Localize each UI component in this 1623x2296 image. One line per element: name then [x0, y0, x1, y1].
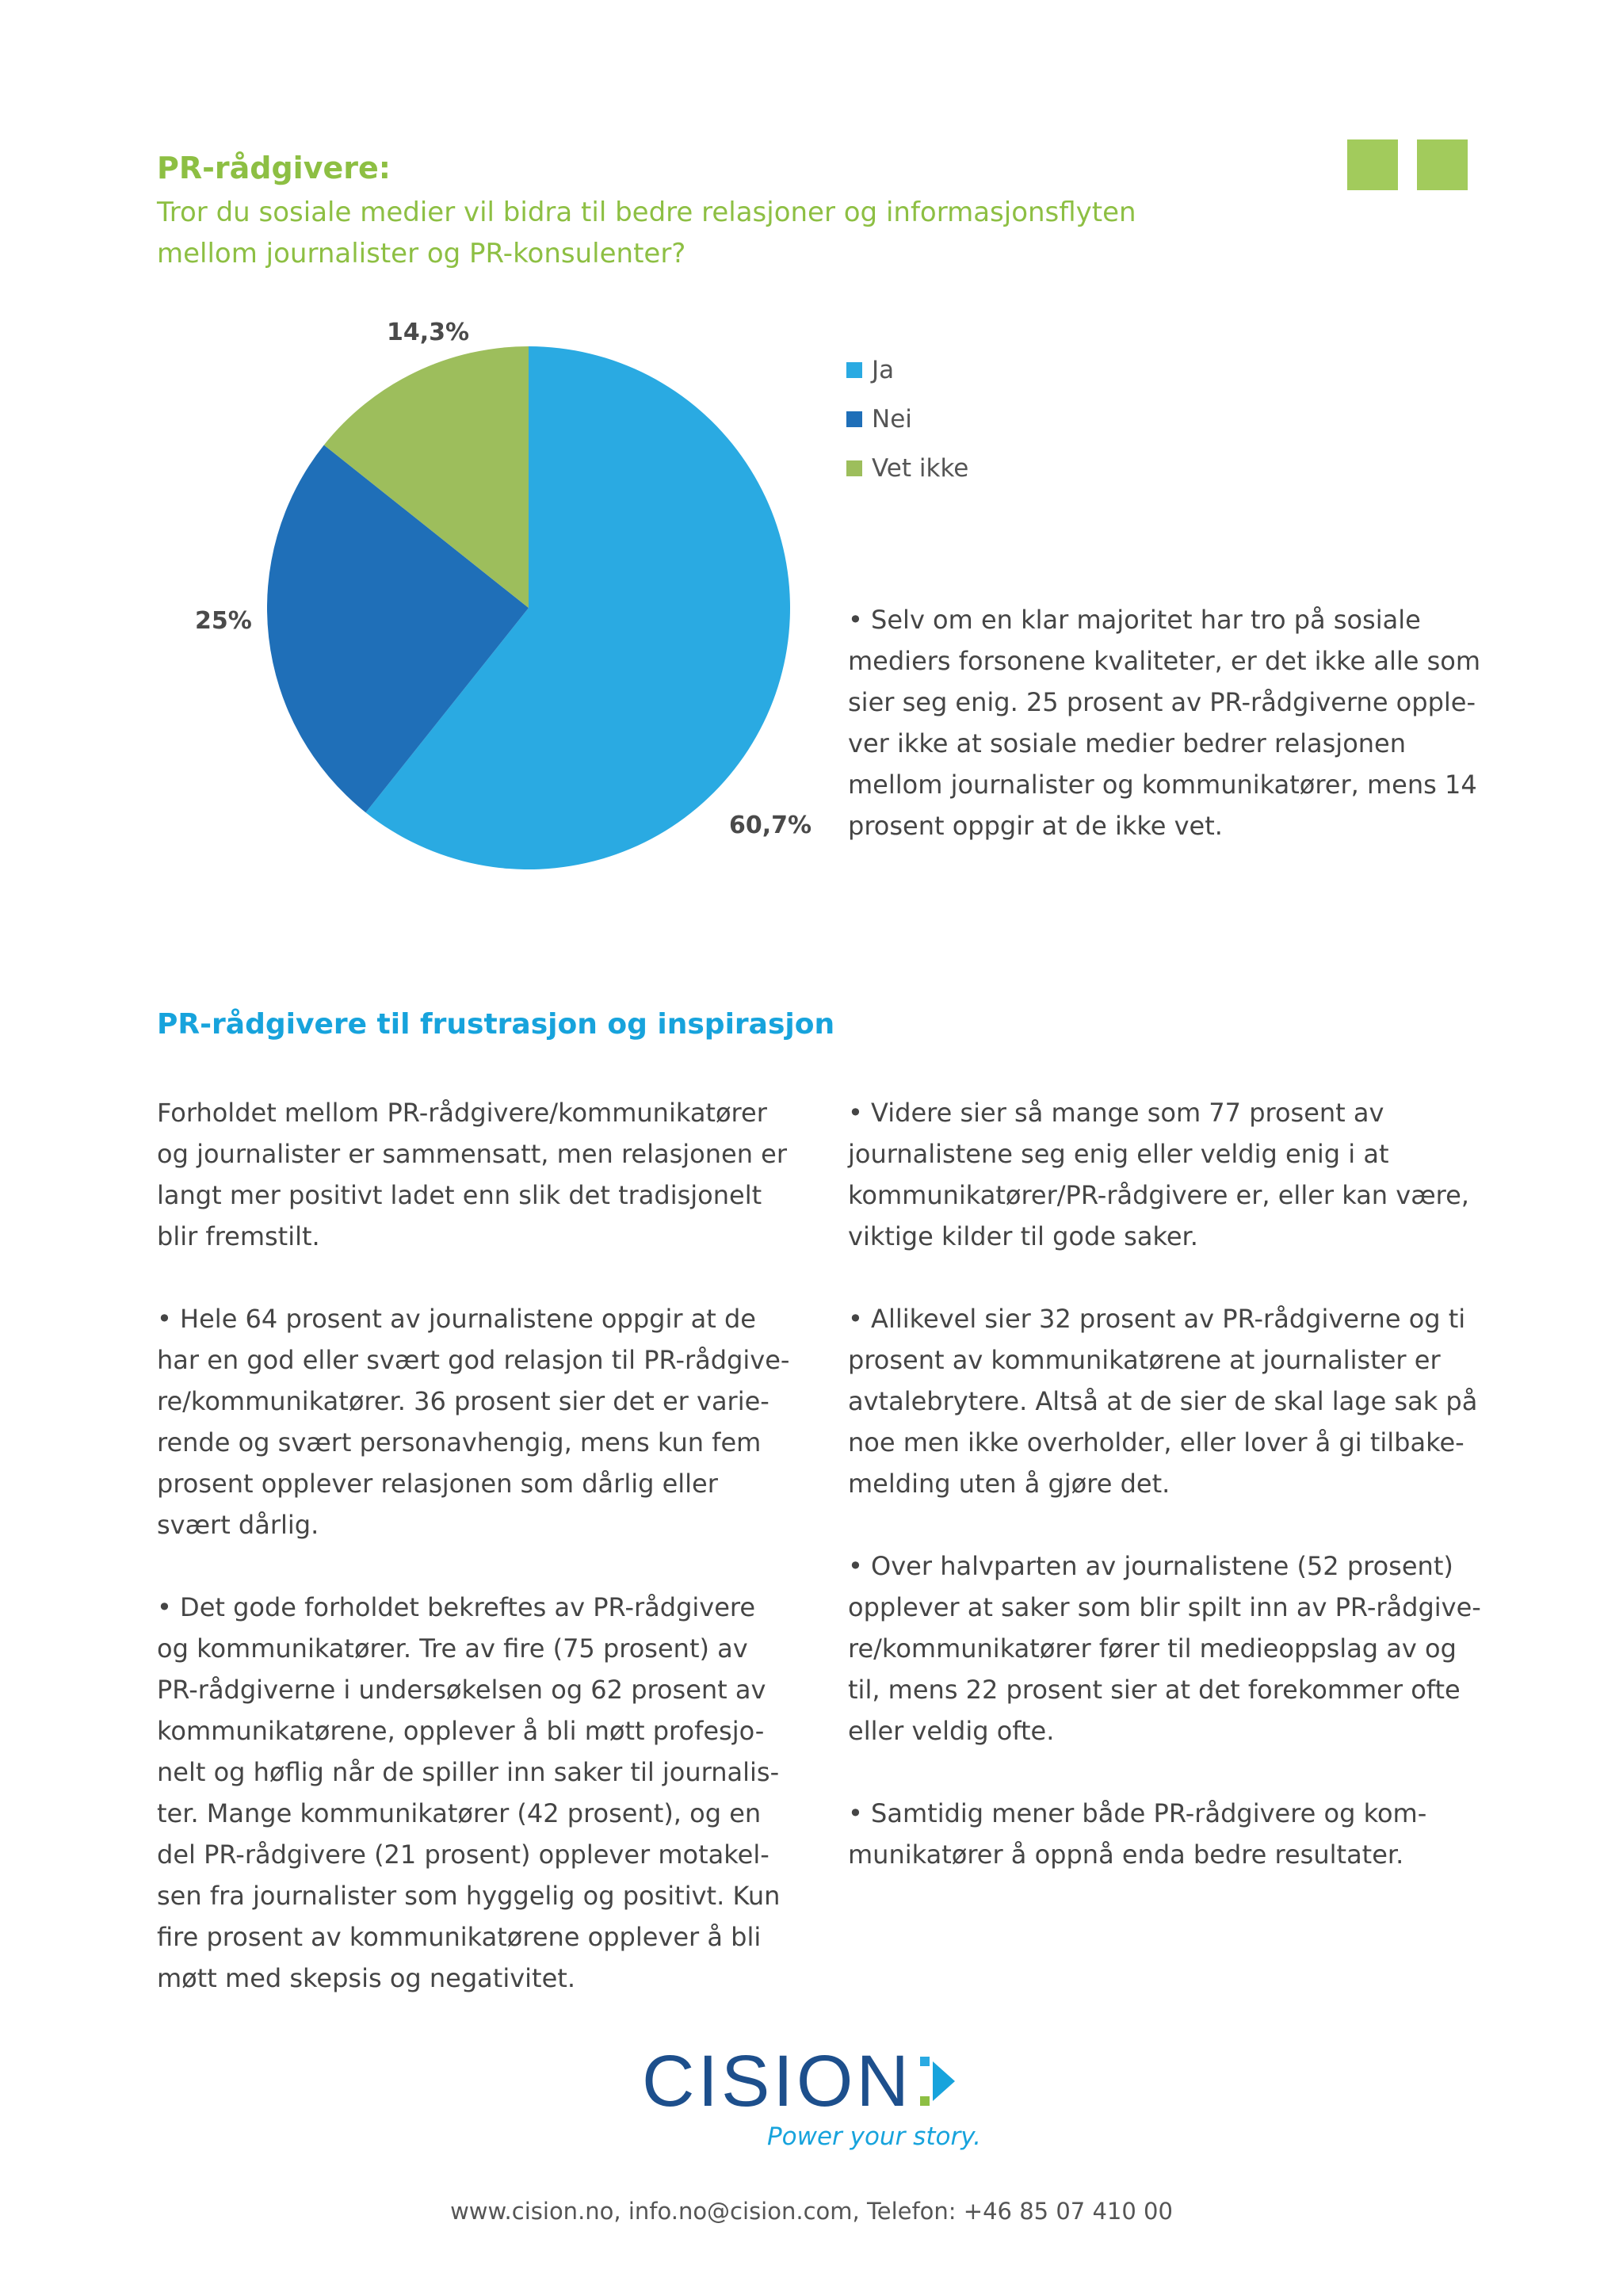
paragraph — [848, 1092, 1529, 1257]
paragraph-line: • Samtidig mener både PR-rådgivere og kom- — [848, 1798, 1427, 1828]
paragraph-line: eller veldig ofte. — [848, 1716, 1055, 1746]
paragraph-line: del PR-rådgivere (21 prosent) opplever motakel- — [157, 1839, 769, 1870]
paragraph-line: har en god eller svært god relasjon til PR-rådgive- — [157, 1345, 790, 1375]
legend-label-nei: Nei — [872, 405, 912, 434]
play-arrow-icon — [918, 2053, 966, 2109]
paragraph-line: • Allikevel sier 32 prosent av PR-rådgiverne og ti — [848, 1304, 1466, 1334]
left-column — [157, 1092, 838, 2040]
paragraph-line: re/kommunikatører. 36 prosent sier det er varie- — [157, 1386, 769, 1416]
paragraph-line: melding uten å gjøre det. — [848, 1469, 1170, 1499]
paragraph — [848, 1298, 1529, 1504]
chart-bullet-line: prosent oppgir at de ikke vet. — [848, 811, 1223, 841]
paragraph-line: viktige kilder til gode saker. — [848, 1221, 1198, 1251]
paragraph-line: fire prosent av kommunikatørene opplever å bli — [157, 1922, 762, 1952]
paragraph-line: prosent opplever relasjonen som dårlig eller — [157, 1469, 718, 1499]
paragraph-line: og journalister er sammensatt, men relasjonen er — [157, 1139, 787, 1169]
paragraph — [848, 1793, 1529, 1875]
paragraph — [157, 1092, 838, 1257]
section-title: PR-rådgivere til frustrasjon og inspirasjon — [157, 1008, 835, 1041]
paragraph-line: svært dårlig. — [157, 1510, 319, 1540]
paragraph-line: • Videre sier så mange som 77 prosent av — [848, 1098, 1384, 1128]
paragraph — [157, 1587, 838, 1999]
pie-label-ja: 60,7% — [729, 812, 812, 839]
cision-logo — [642, 2041, 991, 2151]
question-line-1: Tror du sosiale medier vil bidra til bedre relasjoner og informasjonsflyten — [157, 197, 1136, 228]
paragraph-line: ter. Mange kommunikatører (42 prosent), og en — [157, 1798, 762, 1828]
paragraph-line: Forholdet mellom PR-rådgivere/kommunikatører — [157, 1098, 767, 1128]
right-column — [848, 1092, 1529, 1916]
legend-label-vet-ikke: Vet ikke — [872, 454, 969, 483]
pie-label-vet-ikke: 14,3% — [387, 319, 470, 346]
chart-bullet-line: mediers forsonene kvaliteter, er det ikke alle som — [848, 646, 1481, 676]
paragraph-line: blir fremstilt. — [157, 1221, 320, 1251]
page-title: PR-rådgivere: — [157, 151, 391, 185]
legend-swatch-nei — [846, 411, 862, 427]
paragraph-line: journalistene seg enig eller veldig enig i at — [848, 1139, 1389, 1169]
chart-bullet-line: • Selv om en klar majoritet har tro på sosiale — [848, 605, 1421, 635]
paragraph-line: og kommunikatører. Tre av fire (75 prosent) av — [157, 1633, 748, 1664]
chart-legend — [846, 346, 968, 493]
question-line-2: mellom journalister og PR-konsulenter? — [157, 238, 686, 269]
paragraph — [157, 1298, 838, 1545]
paragraph-line: rende og svært personavhengig, mens kun fem — [157, 1427, 762, 1457]
legend-item-ja — [846, 346, 968, 395]
paragraph-line: langt mer positivt ladet enn slik det tradisjonelt — [157, 1180, 762, 1210]
paragraph-line: sen fra journalister som hyggelig og positivt. Kun — [157, 1881, 781, 1911]
chart-summary-bullet — [848, 599, 1506, 846]
paragraph-line: til, mens 22 prosent sier at det forekommer ofte — [848, 1675, 1461, 1705]
paragraph-line: PR-rådgiverne i undersøkelsen og 62 prosent av — [157, 1675, 766, 1705]
footer-contact: www.cision.no, info.no@cision.com, Telefon: +46 85 07 410 00 — [450, 2198, 1173, 2225]
legend-swatch-vet-ikke — [846, 460, 862, 476]
paragraph-line: møtt med skepsis og negativitet. — [157, 1963, 575, 1993]
decorative-square-right — [1417, 139, 1468, 190]
paragraph-line: kommunikatørene, opplever å bli møtt profesjo- — [157, 1716, 765, 1746]
pie-label-nei: 25% — [195, 607, 252, 635]
chart-bullet-line: mellom journalister og kommunikatører, mens 14 — [848, 770, 1477, 800]
legend-swatch-ja — [846, 362, 862, 378]
paragraph-line: noe men ikke overholder, eller lover å gi tilbake- — [848, 1427, 1465, 1457]
paragraph-line: avtalebrytere. Altså at de sier de skal lage sak på — [848, 1386, 1478, 1416]
legend-item-nei — [846, 395, 968, 444]
paragraph-line: prosent av kommunikatørene at journalister er — [848, 1345, 1441, 1375]
chart-bullet-line: sier seg enig. 25 prosent av PR-rådgiverne opple- — [848, 687, 1476, 717]
paragraph — [848, 1545, 1529, 1752]
paragraph-line: • Det gode forholdet bekreftes av PR-rådgivere — [157, 1592, 756, 1622]
paragraph-line: nelt og høflig når de spiller inn saker til journalis- — [157, 1757, 780, 1787]
legend-item-vet-ikke — [846, 444, 968, 493]
paragraph-line: kommunikatører/PR-rådgivere er, eller kan være, — [848, 1180, 1469, 1210]
decorative-square-left — [1347, 139, 1398, 190]
paragraph-line: • Hele 64 prosent av journalistene oppgir at de — [157, 1304, 756, 1334]
paragraph-line: re/kommunikatører fører til medieoppslag av og — [848, 1633, 1457, 1664]
paragraph-line: opplever at saker som blir spilt inn av PR-rådgive- — [848, 1592, 1481, 1622]
logo-tagline: Power your story. — [766, 2122, 981, 2151]
chart-bullet-line: ver ikke at sosiale medier bedrer relasjonen — [848, 728, 1407, 758]
paragraph-line: • Over halvparten av journalistene (52 prosent) — [848, 1551, 1453, 1581]
chart-question — [157, 192, 1187, 274]
legend-label-ja: Ja — [872, 356, 895, 384]
logo-wordmark: CISION — [642, 2041, 912, 2122]
paragraph-line: munikatører å oppnå enda bedre resultater. — [848, 1839, 1404, 1870]
